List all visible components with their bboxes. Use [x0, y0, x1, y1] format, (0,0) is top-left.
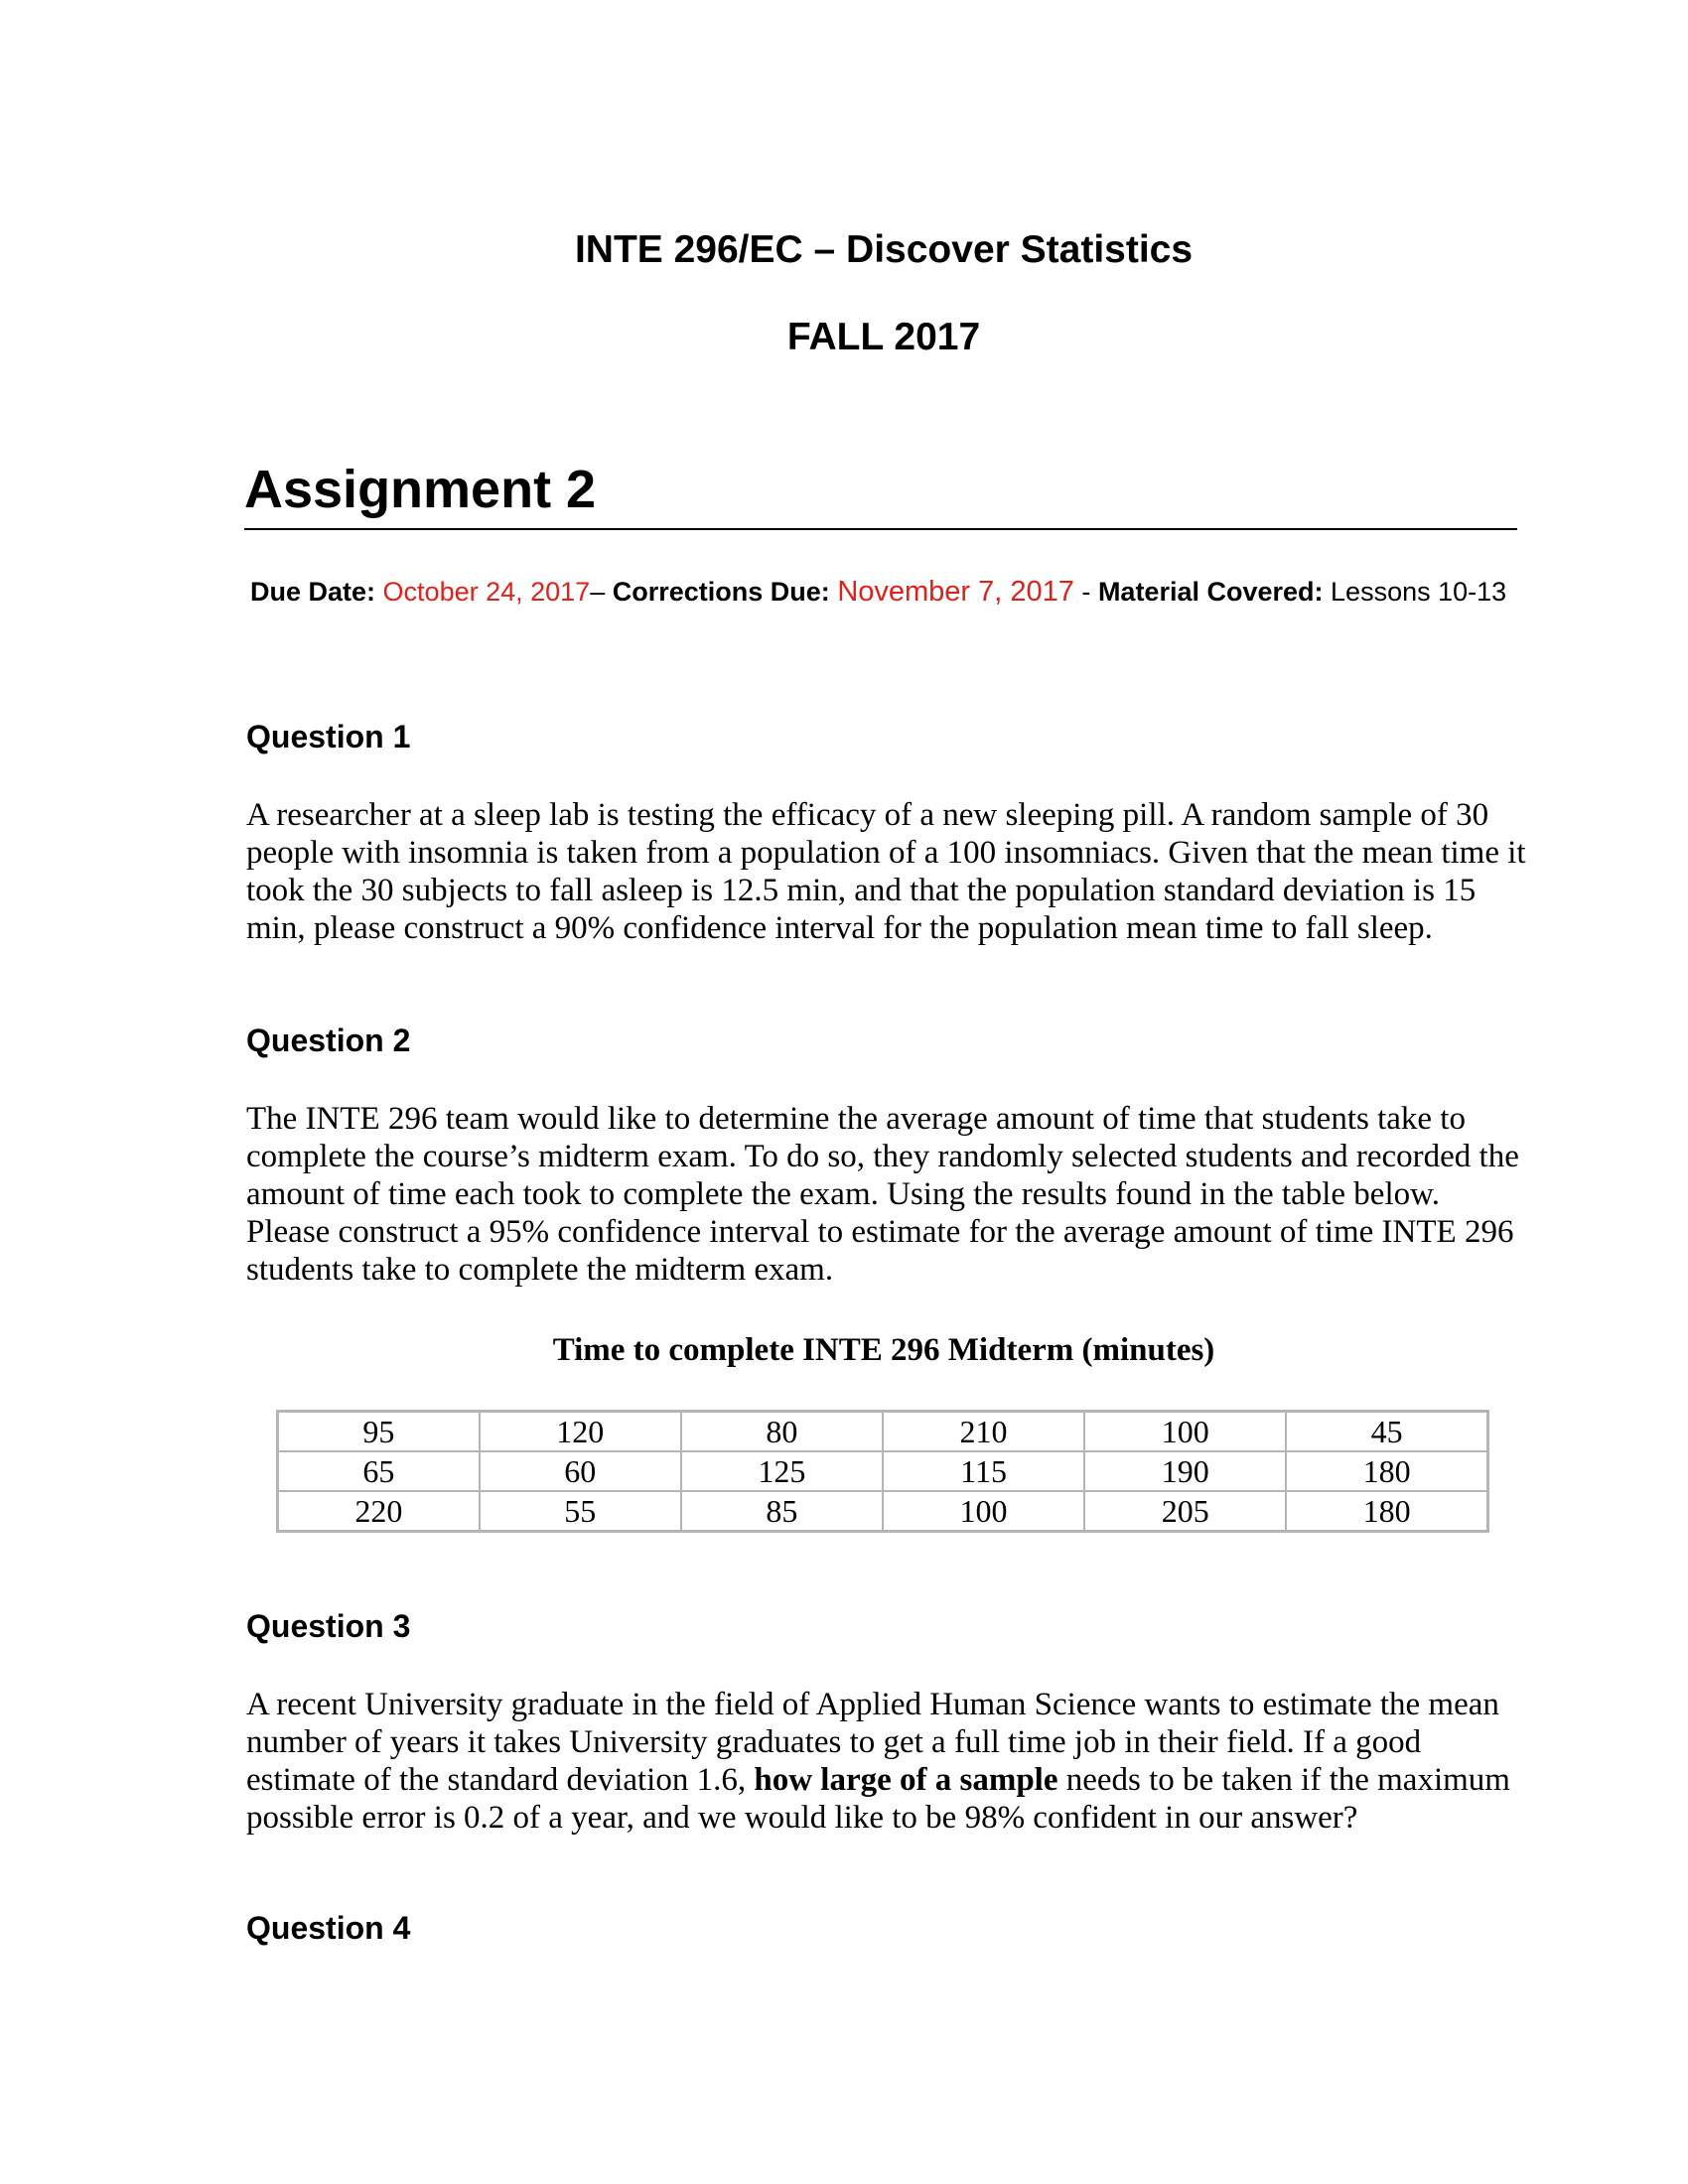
table-cell: 100 — [883, 1491, 1084, 1532]
question-3-text-part: A recent University graduate in the field of Applied Human Science wants to estimate the mean number of years it takes University graduates to get a full time job in their field. If a good estimate of the standard deviation 1.6, — [246, 1687, 1499, 1798]
table-cell: 45 — [1286, 1412, 1487, 1452]
table-cell: 60 — [480, 1451, 681, 1491]
table-caption: Time to complete INTE 296 Midterm (minutes) — [552, 1332, 1215, 1368]
table-cell: 80 — [681, 1412, 883, 1452]
term-label: FALL 2017 — [786, 316, 981, 358]
due-date-value: October 24, 2017 — [382, 577, 591, 607]
table-cell: 120 — [480, 1412, 681, 1452]
table-cell: 205 — [1084, 1491, 1286, 1532]
corrections-due-label: Corrections Due: — [612, 577, 830, 607]
question-1-heading: Question 1 — [246, 719, 411, 754]
material-covered-value: Lessons 10-13 — [1331, 577, 1507, 607]
table-row — [278, 1412, 1488, 1452]
course-title: INTE 296/EC – Discover Statistics — [574, 228, 1194, 271]
table-cell: 95 — [278, 1412, 480, 1452]
dash-separator: – — [590, 577, 606, 607]
question-2-heading: Question 2 — [246, 1023, 411, 1058]
table-cell: 180 — [1286, 1451, 1487, 1491]
table-cell: 100 — [1084, 1412, 1286, 1452]
table-cell: 190 — [1084, 1451, 1286, 1491]
table-cell: 65 — [278, 1451, 480, 1491]
table-cell: 220 — [278, 1491, 480, 1532]
table-cell: 180 — [1286, 1491, 1487, 1532]
table-cell: 85 — [681, 1491, 883, 1532]
table-cell: 210 — [883, 1412, 1084, 1452]
question-1-text: A researcher at a sleep lab is testing the efficacy of a new sleeping pill. A random sample of 30 people with insomnia is taken from a population of a 100 insomniacs. Given that the mean time it took the 30 subjects to fall asleep is 12.5 min, and that the population standard deviation is 15 min, please construct a 90% confidence interval for the population mean time to fall sleep. — [246, 797, 1526, 946]
question-2-text: The INTE 296 team would like to determine the average amount of time that students take to complete the course’s midterm exam. To do so, they randomly selected students and recorded the amount of time each took to complete the exam. Using the results found in the table below. Please construct a 95% confidence interval to estimate for the average amount of time INTE 296 students take to complete the midterm exam. — [246, 1101, 1519, 1288]
table-cell: 125 — [681, 1451, 883, 1491]
midterm-times-table — [276, 1410, 1489, 1533]
assignment-title: Assignment 2 — [244, 460, 597, 519]
question-3-heading: Question 3 — [246, 1608, 411, 1644]
question-3-text-part: needs to be taken if the maximum possible error is 0.2 of a year, and we would like to be 98% confident in our answer? — [246, 1762, 1510, 1836]
due-date-line — [250, 576, 1506, 609]
material-covered-label: Material Covered: — [1097, 577, 1324, 607]
question-3-text — [246, 1686, 1527, 1837]
table-row — [278, 1451, 1488, 1491]
table-cell: 115 — [883, 1451, 1084, 1491]
question-3-emphasis: how large of a sample — [754, 1762, 1058, 1798]
table-row — [278, 1491, 1488, 1532]
table-cell: 55 — [480, 1491, 681, 1532]
corrections-due-value: November 7, 2017 — [837, 576, 1074, 608]
title-underline — [244, 528, 1517, 530]
question-4-heading: Question 4 — [246, 1910, 411, 1946]
dash-separator: - — [1081, 577, 1091, 607]
due-date-label: Due Date: — [250, 577, 376, 607]
